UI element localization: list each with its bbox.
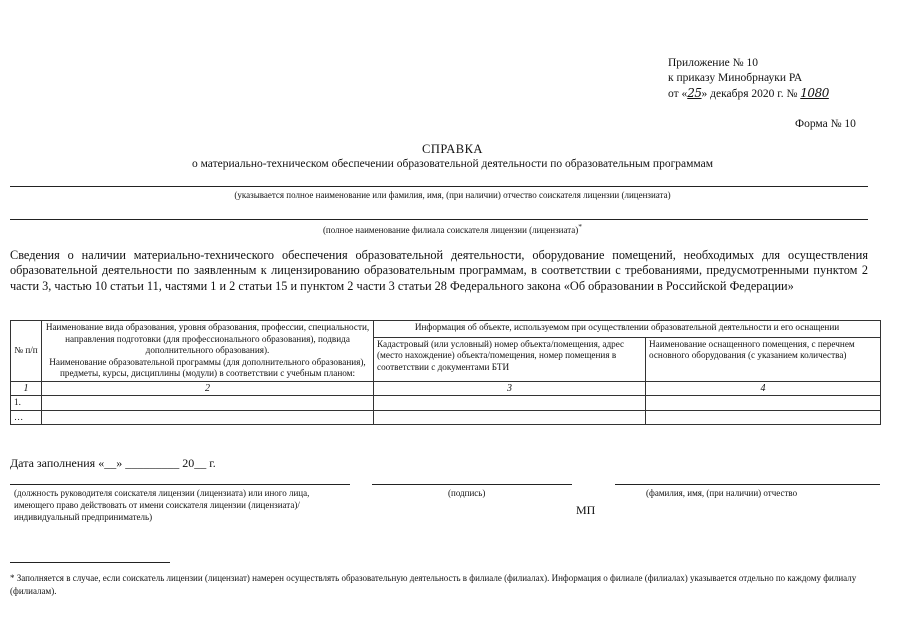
annex-line-1: Приложение № 10 [668, 57, 758, 69]
row-number: … [11, 410, 42, 425]
branch-caption-wrap [0, 222, 905, 235]
name-caption: (фамилия, имя, (при наличии) отчество [646, 488, 798, 498]
signature-caption: (подпись) [448, 488, 486, 498]
table-cell [646, 396, 881, 411]
table-cell [374, 396, 646, 411]
applicant-caption: (указывается полное наименование или фамилия, имя, (при наличии) отчество соискателя лицензии (лицензиата) [234, 190, 671, 200]
numbering-cell: 2 [42, 381, 374, 396]
signature-line [372, 484, 572, 485]
row-number: 1. [11, 396, 42, 411]
table-cell [42, 410, 374, 425]
numbering-cell: 4 [646, 381, 881, 396]
intro-paragraph: Сведения о наличии материально-технического обеспечения образовательной деятельности, оборудование помещений, необходимых для осуществления образовательной деятельности по заявленным к лицензированию образовательным программам, в соответствии с требованиями, предусмотренными пунктом 2 части 3, частью 10 статьи 11, частями 1 и 2 статьи 15 и пунктом 2 части 3 статьи 28 Федерального закона «Об образовании в Российской Федерации» [10, 248, 868, 293]
annex-number: 1080 [800, 86, 829, 100]
page-subtitle: о материально-техническом обеспечении образовательной деятельности по образовательным программам [191, 158, 714, 170]
applicant-line [10, 186, 868, 187]
table-row [11, 396, 881, 411]
head-caption: (должность руководителя соискателя лицензии (лицензиата) или иного лица, имеющего право действовать от имени соискателя лицензии (лицензиата)/ индивидуальный предприниматель) [14, 488, 310, 522]
header-equipped-room: Наименование оснащенного помещения, с перечнем основного оборудования (с указанием количества) [646, 337, 881, 381]
header-program-text-2: Наименование образовательной программы (для дополнительного образования), предметы, курсы, дисциплины (модули) в соответствии с учебным планом: [49, 356, 366, 378]
branch-footnote-mark: * [578, 222, 583, 231]
table-cell [42, 396, 374, 411]
annex-date-prefix: от « [668, 88, 688, 100]
form-number: Форма № 10 [795, 118, 856, 130]
page-title: СПРАВКА [422, 142, 483, 156]
stamp-place: МП [576, 503, 596, 517]
table-header-row [11, 321, 881, 338]
equipment-table [10, 320, 881, 425]
header-program-text-1: Наименование вида образования, уровня образования, профессии, специальности, направления подготовки (для профессионального образования), подвида дополнительного образования). [45, 322, 370, 355]
header-no: № п/п [11, 321, 42, 382]
header-program [42, 321, 374, 382]
name-signature-line [615, 484, 880, 485]
numbering-cell: 1 [11, 381, 42, 396]
date-filled: Дата заполнения «__» _________ 20__ г. [10, 456, 216, 470]
table-row [11, 410, 881, 425]
footnote: * Заполняется в случае, если соискатель лицензии (лицензиат) намерен осуществлять образовательную деятельность в филиале (филиалах). Информация о филиале (филиалах) указывается отдельно по каждому филиалу (филиалам). [10, 573, 857, 596]
annex-line-2: к приказу Минобрнауки РА [668, 72, 803, 84]
annex-line-3 [668, 86, 829, 101]
table-cell [374, 410, 646, 425]
footnote-separator [10, 562, 170, 563]
branch-caption: (полное наименование филиала соискателя лицензии (лицензиата) [322, 225, 579, 235]
annex-day: 25 [687, 86, 702, 100]
header-object-info: Информация об объекте, используемом при осуществлении образовательной деятельности и его оснащении [374, 321, 881, 338]
header-cadastral: Кадастровый (или условный) номер объекта/помещения, адрес (место нахождение) объекта/помещения, номер помещения в соответствии с документами БТИ [374, 337, 646, 381]
table-cell [646, 410, 881, 425]
table-numbering-row [11, 381, 881, 396]
head-signature-line [10, 484, 350, 485]
branch-line [10, 219, 868, 220]
annex-date-middle: » декабря 2020 г. № [701, 88, 798, 100]
numbering-cell: 3 [374, 381, 646, 396]
